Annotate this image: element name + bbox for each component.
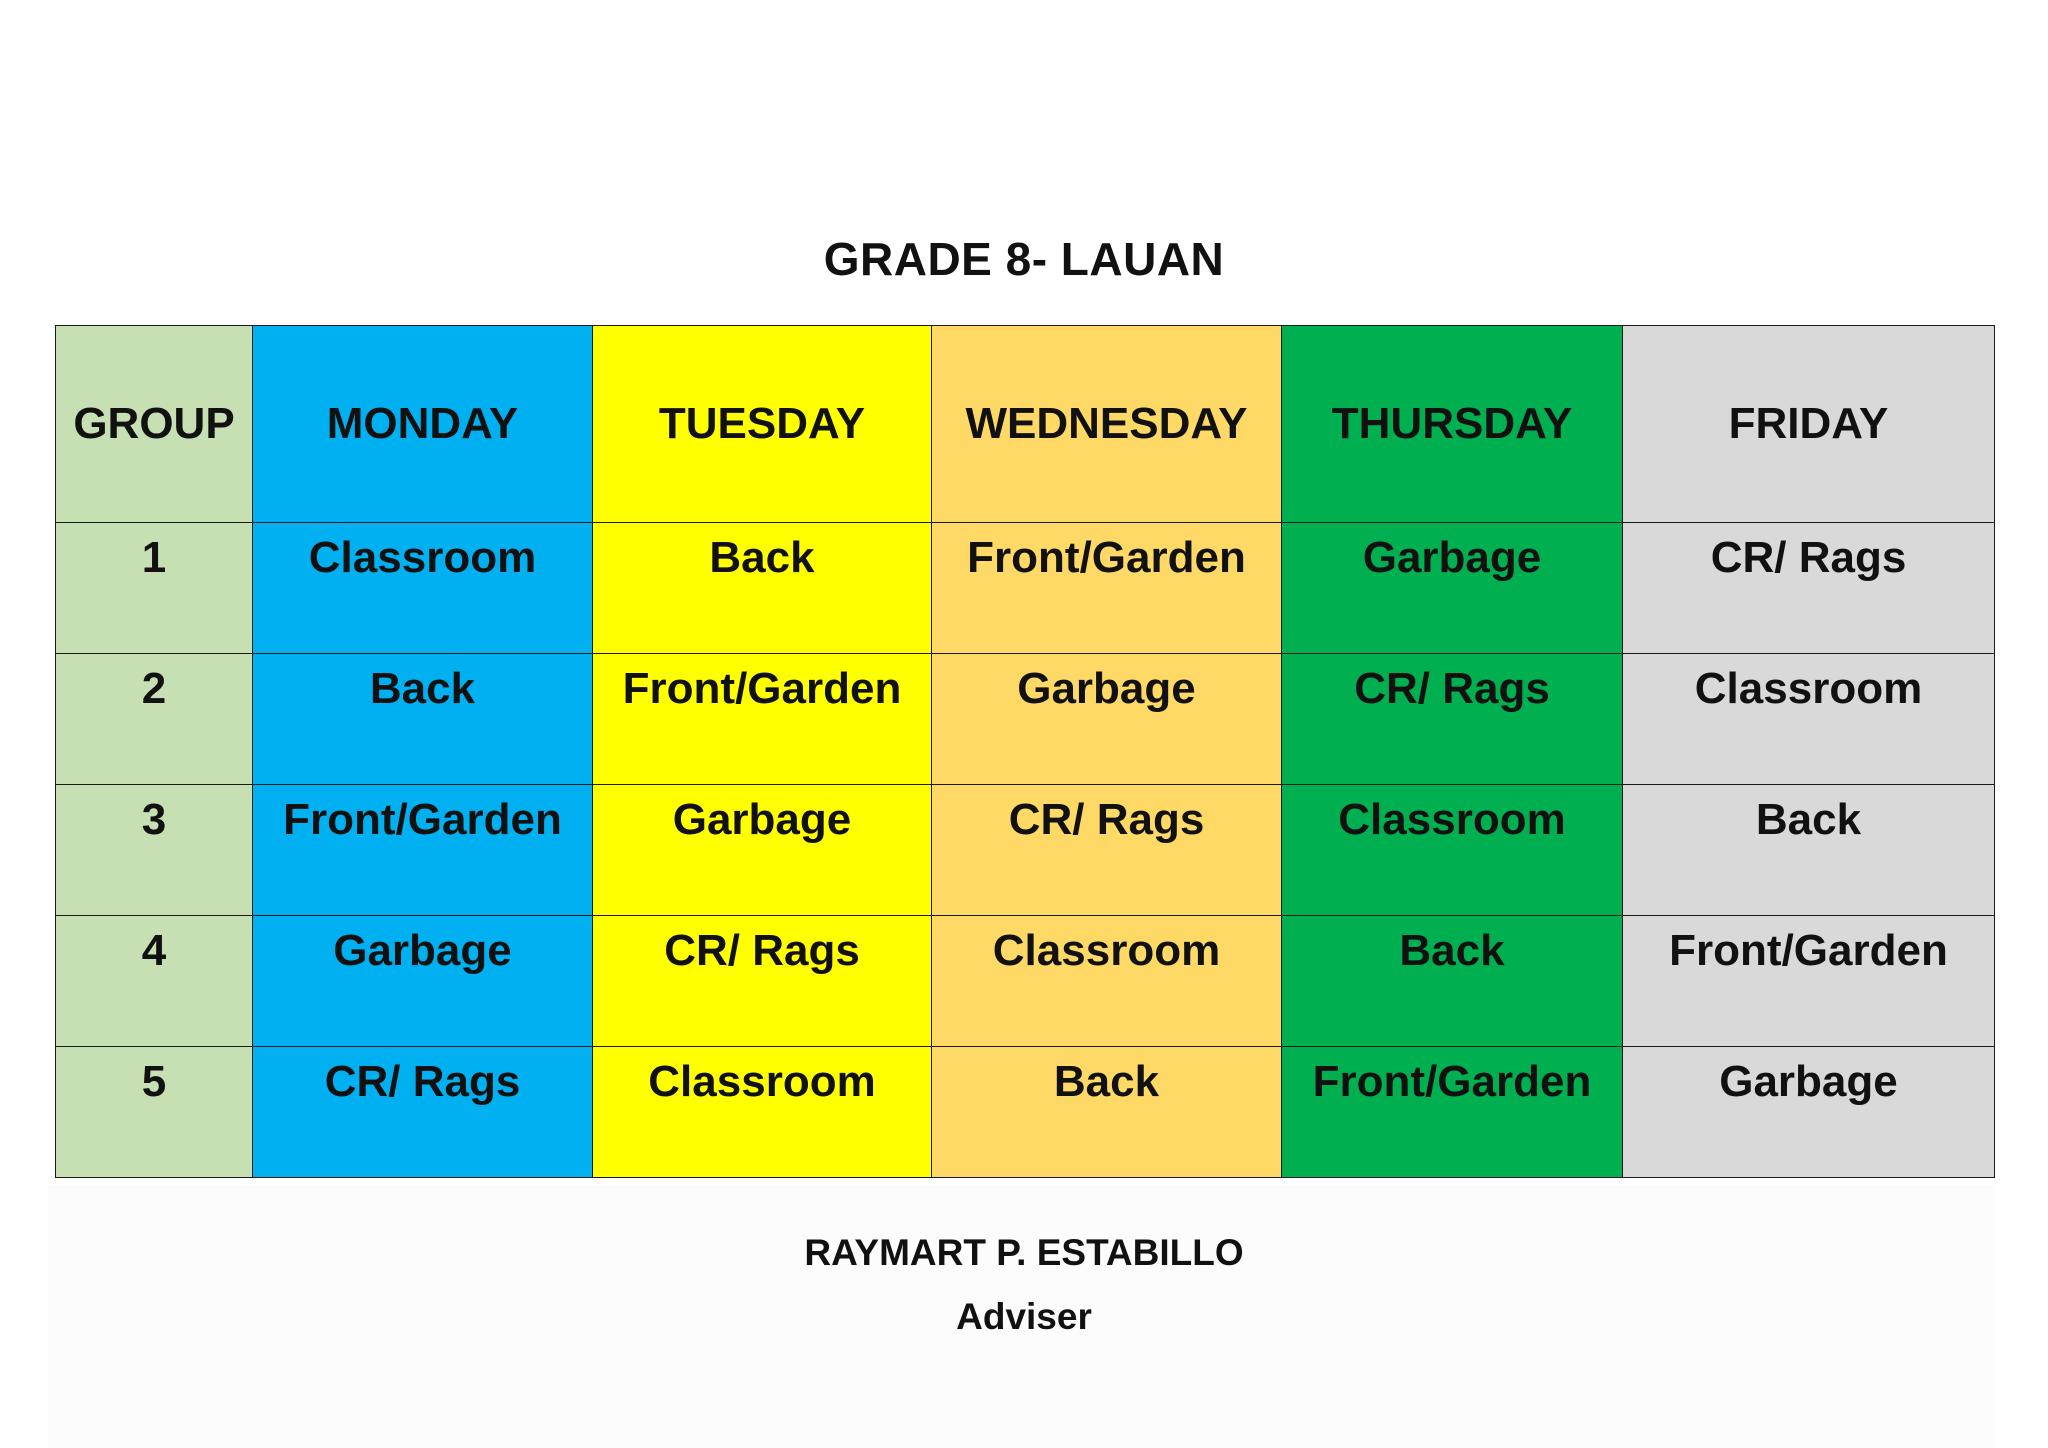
tuesday-task-cell: Front/Garden xyxy=(593,654,932,785)
adviser-name: RAYMART P. ESTABILLO xyxy=(804,1232,1244,1273)
header-monday: MONDAY xyxy=(253,326,593,523)
thursday-task-cell: Front/Garden xyxy=(1282,1047,1623,1178)
wednesday-task-cell: CR/ Rags xyxy=(932,785,1282,916)
tuesday-task-cell: Garbage xyxy=(593,785,932,916)
table-row xyxy=(56,785,1995,916)
monday-task-cell: Front/Garden xyxy=(253,785,593,916)
table-row xyxy=(56,654,1995,785)
group-number-cell: 4 xyxy=(56,916,253,1047)
table-header-row xyxy=(56,326,1995,523)
group-number-cell: 2 xyxy=(56,654,253,785)
group-number-cell: 3 xyxy=(56,785,253,916)
group-number-cell: 5 xyxy=(56,1047,253,1178)
header-tuesday: TUESDAY xyxy=(593,326,932,523)
table-row xyxy=(56,523,1995,654)
page-title: GRADE 8- LAUAN xyxy=(823,233,1225,285)
wednesday-task-cell: Back xyxy=(932,1047,1282,1178)
friday-task-cell: CR/ Rags xyxy=(1623,523,1995,654)
tuesday-task-cell: CR/ Rags xyxy=(593,916,932,1047)
adviser-role: Adviser xyxy=(956,1296,1092,1337)
monday-task-cell: Back xyxy=(253,654,593,785)
header-group: GROUP xyxy=(56,326,253,523)
wednesday-task-cell: Classroom xyxy=(932,916,1282,1047)
header-wednesday: WEDNESDAY xyxy=(932,326,1282,523)
table-row xyxy=(56,916,1995,1047)
friday-task-cell: Garbage xyxy=(1623,1047,1995,1178)
thursday-task-cell: Classroom xyxy=(1282,785,1623,916)
group-number-cell: 1 xyxy=(56,523,253,654)
thursday-task-cell: Back xyxy=(1282,916,1623,1047)
header-thursday: THURSDAY xyxy=(1282,326,1623,523)
wednesday-task-cell: Garbage xyxy=(932,654,1282,785)
friday-task-cell: Front/Garden xyxy=(1623,916,1995,1047)
thursday-task-cell: Garbage xyxy=(1282,523,1623,654)
wednesday-task-cell: Front/Garden xyxy=(932,523,1282,654)
header-friday: FRIDAY xyxy=(1623,326,1995,523)
table-row xyxy=(56,1047,1995,1178)
thursday-task-cell: CR/ Rags xyxy=(1282,654,1623,785)
tuesday-task-cell: Back xyxy=(593,523,932,654)
tuesday-task-cell: Classroom xyxy=(593,1047,932,1178)
monday-task-cell: Classroom xyxy=(253,523,593,654)
monday-task-cell: Garbage xyxy=(253,916,593,1047)
cleaning-schedule-table xyxy=(55,325,1995,1178)
monday-task-cell: CR/ Rags xyxy=(253,1047,593,1178)
friday-task-cell: Back xyxy=(1623,785,1995,916)
friday-task-cell: Classroom xyxy=(1623,654,1995,785)
